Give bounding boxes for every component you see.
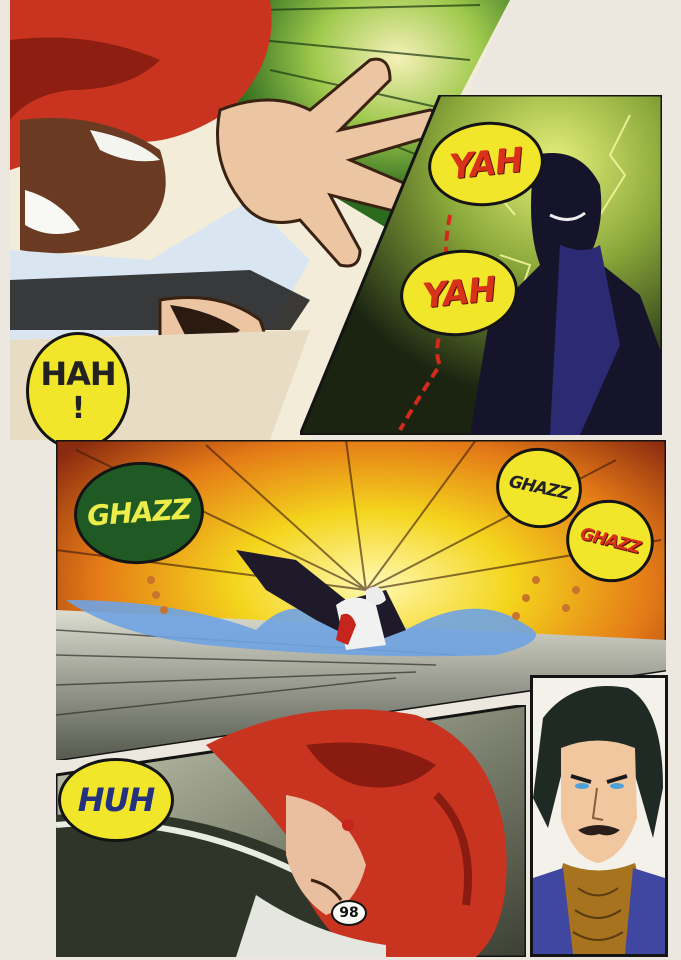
sfx-huh [58,758,174,842]
sfx-hah-mark: ! [71,391,85,426]
sfx-ghazz-left-text: GHAZZ [86,492,192,533]
panel-mustache-man-art [533,678,665,954]
sfx-yah-bottom-text: YAH [420,269,498,317]
sfx-ghazz-right-bottom-text: GHAZZ [578,523,643,558]
page-number [331,900,367,926]
page-number-text: 98 [339,905,359,921]
sfx-hah [26,332,130,450]
sfx-ghazz-right-top-text: GHAZZ [507,471,572,504]
sfx-hah-text: HAH [40,355,116,393]
sfx-yah-top-text: YAH [447,140,525,188]
sfx-huh-text: HUH [77,781,155,819]
panel-mustache-man [530,675,668,957]
